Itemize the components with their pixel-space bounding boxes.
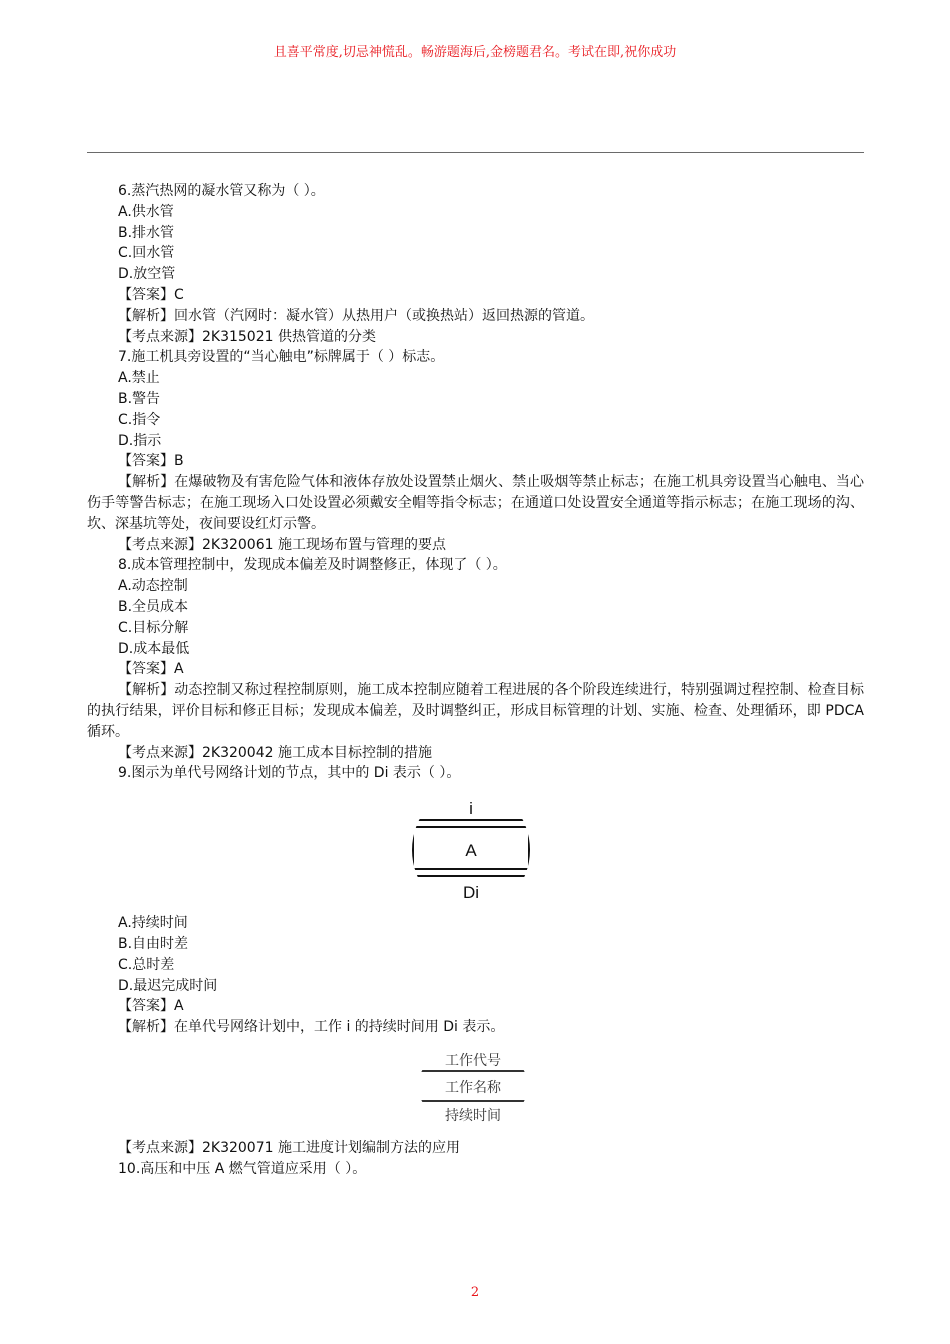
option-d: D.放空管 xyxy=(118,266,176,283)
option-d: D.成本最低 xyxy=(118,640,190,657)
question-stem: 10.高压和中压 A 燃气管道应采用（ ）。 xyxy=(118,1160,367,1177)
option-b: B.警告 xyxy=(118,390,161,407)
legend-top-label: 工作代号 xyxy=(445,1052,501,1069)
answer: 【答案】A xyxy=(118,998,184,1015)
question-10 xyxy=(87,1159,864,1180)
option-c: C.总时差 xyxy=(118,956,175,973)
page-content xyxy=(87,181,864,1179)
source: 【考点来源】2K320042 施工成本目标控制的措施 xyxy=(118,744,432,761)
single-code-node-diagram xyxy=(412,787,530,913)
header-rule xyxy=(87,152,864,153)
question-7 xyxy=(87,347,864,555)
option-d: D.最迟完成时间 xyxy=(118,977,218,994)
option-a: A.供水管 xyxy=(118,203,174,220)
node-top-label: i xyxy=(469,799,473,819)
answer: 【答案】B xyxy=(118,453,184,470)
source: 【考点来源】2K320071 施工进度计划编制方法的应用 xyxy=(118,1139,460,1156)
question-stem: 7.施工机具旁设置的“当心触电”标牌属于（ ）标志。 xyxy=(118,349,445,366)
source: 【考点来源】2K315021 供热管道的分类 xyxy=(118,328,376,345)
node-middle-label: A xyxy=(465,841,477,861)
option-c: C.回水管 xyxy=(118,245,175,262)
analysis: 【解析】动态控制又称过程控制原则，施工成本控制应随着工程进展的各个阶段连续进行，特别强调过程控制、检查目标的执行结果，评价目标和修正目标；发现成本偏差，及时调整纠正，形成目标管理的计划、实施、检查、处理循环，即 PDCA 循环。 xyxy=(87,682,864,740)
option-a: A.动态控制 xyxy=(118,578,188,595)
answer: 【答案】C xyxy=(118,286,184,303)
option-b: B.全员成本 xyxy=(118,598,189,615)
source: 【考点来源】2K320061 施工现场布置与管理的要点 xyxy=(118,536,446,553)
option-c: C.指令 xyxy=(118,411,161,428)
question-stem: 8.成本管理控制中，发现成本偏差及时调整修正，体现了（ ）。 xyxy=(118,557,507,574)
node-figure xyxy=(87,784,864,913)
question-8 xyxy=(87,555,864,763)
option-b: B.自由时差 xyxy=(118,935,189,952)
answer: 【答案】A xyxy=(118,661,184,678)
analysis: 【解析】在单代号网络计划中，工作 i 的持续时间用 Di 表示。 xyxy=(118,1019,505,1036)
option-a: A.持续时间 xyxy=(118,915,188,932)
analysis: 【解析】在爆破物及有害危险气体和液体存放处设置禁止烟火、禁止吸烟等禁止标志；在施工机具旁设置当心触电、当心伤手等警告标志；在施工现场入口处设置必须戴安全帽等指令标志；在通道口处设置安全通道等指示标志；在施工现场的沟、坎、深基坑等处，夜间要设红灯示警。 xyxy=(87,474,864,532)
legend-middle-label: 工作名称 xyxy=(445,1079,501,1096)
page-header-motto: 且喜平常度,切忌神慌乱。畅游题海后,金榜题君名。考试在即,祝你成功 xyxy=(273,45,677,60)
node-bottom-label: Di xyxy=(462,883,480,903)
option-c: C.目标分解 xyxy=(118,619,189,636)
analysis: 【解析】回水管（汽网时：凝水管）从热用户（或换热站）返回热源的管道。 xyxy=(118,307,594,324)
node-legend-figure xyxy=(87,1038,864,1138)
option-d: D.指示 xyxy=(118,432,162,449)
option-a: A.禁止 xyxy=(118,370,160,387)
question-stem: 6.蒸汽热网的凝水管又称为（ ）。 xyxy=(118,183,325,199)
question-6 xyxy=(87,181,864,347)
option-b: B.排水管 xyxy=(118,224,175,241)
question-9 xyxy=(87,763,864,1158)
legend-bottom-label: 持续时间 xyxy=(445,1107,501,1124)
node-legend-diagram xyxy=(418,1045,528,1127)
page-number: 2 xyxy=(470,1285,480,1300)
question-stem: 9.图示为单代号网络计划的节点，其中的 Di 表示（ ）。 xyxy=(118,765,461,782)
